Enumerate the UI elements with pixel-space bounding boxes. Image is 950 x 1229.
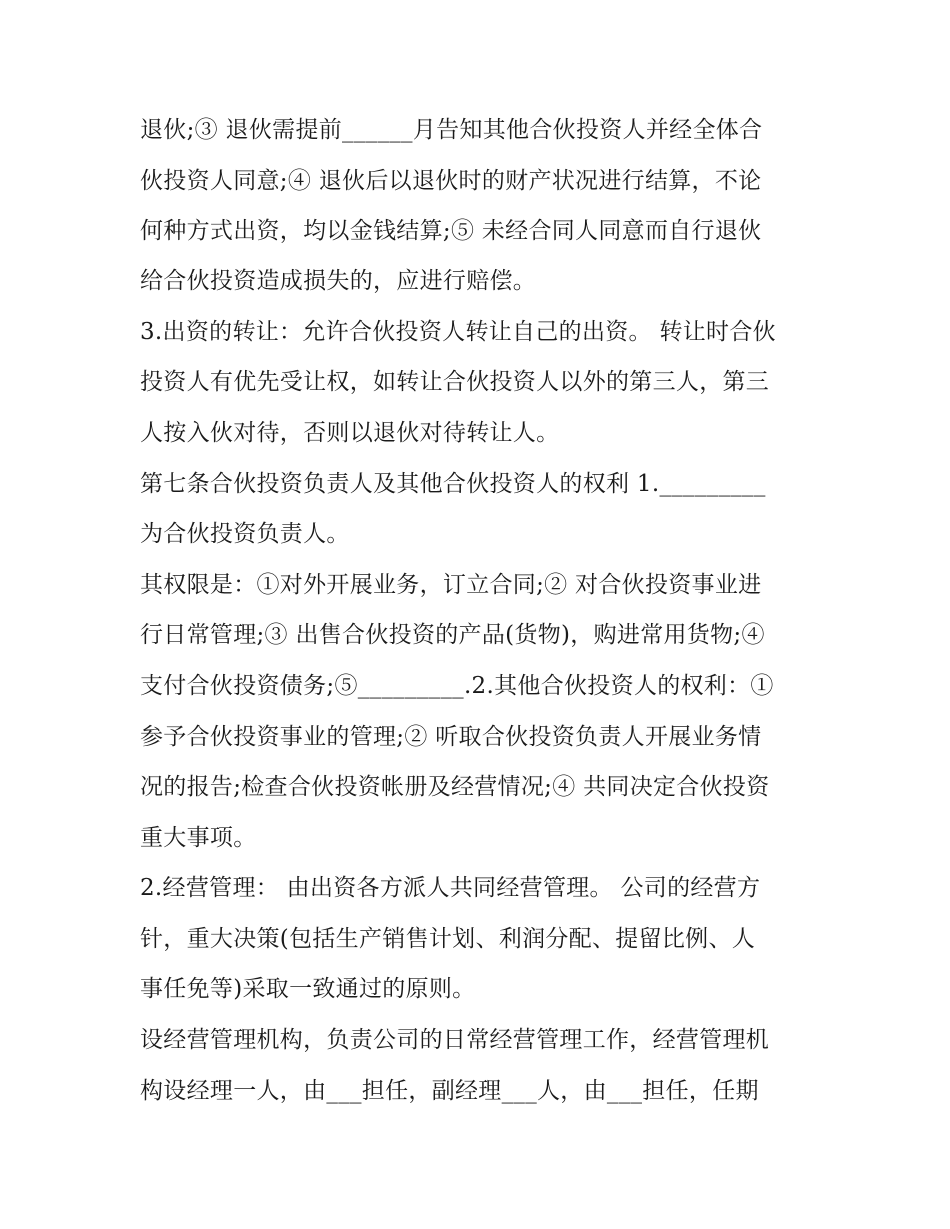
text-line: 构设经理一人，由___担任，副经理___人，由___担任，任期 [140, 1078, 759, 1104]
text-line: 退伙;③ 退伙需提前______月告知其他合伙投资人并经全体合 [140, 117, 763, 143]
text-line: 伙投资人同意;④ 退伙后以退伙时的财产状况进行结算，不论 [140, 168, 762, 194]
text-line: 其权限是：①对外开展业务，订立合同;② 对合伙投资事业进 [140, 572, 762, 598]
text-line: 给合伙投资造成损失的，应进行赔偿。 [140, 268, 537, 294]
text-line: 2.经营管理： 由出资各方派人共同经营管理。 公司的经营方 [140, 875, 761, 901]
text-line: 参予合伙投资事业的管理;② 听取合伙投资负责人开展业务情 [140, 724, 762, 750]
text-line: 3.出资的转让：允许合伙投资人转让自己的出资。 转让时合伙 [140, 319, 776, 345]
text-line: 事任免等)采取一致通过的原则。 [140, 976, 476, 1002]
text-line: 行日常管理;③ 出售合伙投资的产品(货物)，购进常用货物;④ [140, 622, 765, 648]
text-line: 支付合伙投资债务;⑤_________.2.其他合伙投资人的权利：① [140, 673, 774, 699]
text-line: 重大事项。 [140, 825, 257, 851]
text-line: 为合伙投资负责人。 [140, 521, 350, 547]
text-line: 针，重大决策(包括生产销售计划、利润分配、提留比例、人 [140, 926, 756, 952]
text-line: 第七条合伙投资负责人及其他合伙投资人的权利 1._________ [140, 471, 766, 497]
text-line: 况的报告;检查合伙投资帐册及经营情况;④ 共同决定合伙投资 [140, 774, 770, 800]
text-line: 何种方式出资，均以金钱结算;⑤ 未经合同人同意而自行退伙 [140, 218, 762, 244]
text-line: 设经营管理机构，负责公司的日常经营管理工作，经营管理机 [140, 1027, 770, 1053]
text-line: 人按入伙对待，否则以退伙对待转让人。 [140, 420, 560, 446]
text-line: 投资人有优先受让权，如转让合伙投资人以外的第三人，第三 [140, 369, 770, 395]
